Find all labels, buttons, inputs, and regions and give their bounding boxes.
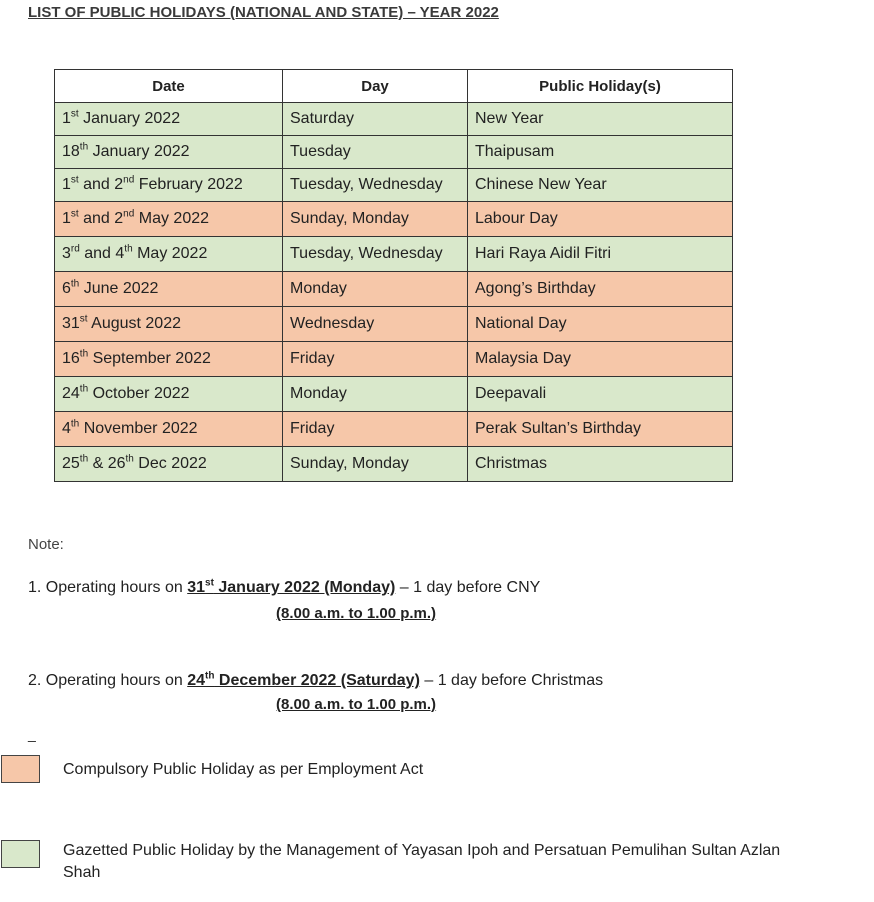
table-row [55,342,733,377]
cell-date: 6th June 2022 [55,272,283,307]
cell-holiday: National Day [468,307,733,342]
table-header-row [55,70,733,103]
table-row [55,169,733,202]
cell-date: 24th October 2022 [55,377,283,412]
table-row [55,307,733,342]
cell-date: 16th September 2022 [55,342,283,377]
cell-holiday: Labour Day [468,202,733,237]
cell-date: 1st January 2022 [55,103,283,136]
cell-day: Friday [283,342,468,377]
table-row [55,202,733,237]
cell-holiday: Christmas [468,447,733,482]
note-2-prefix: 2. Operating hours on [28,672,188,689]
cell-day: Tuesday, Wednesday [283,237,468,272]
note-1 [28,579,540,597]
column-header-date: Date [55,70,283,103]
table-row [55,377,733,412]
legend-orange-swatch [1,755,40,783]
cell-day: Sunday, Monday [283,447,468,482]
note-1-prefix: 1. Operating hours on [28,579,188,596]
note-2-date: 24th December 2022 (Saturday) [187,670,420,689]
cell-date: 1st and 2nd May 2022 [55,202,283,237]
legend-orange-text: Compulsory Public Holiday as per Employment Act [63,761,424,778]
holiday-table [54,69,733,482]
cell-holiday: Thaipusam [468,136,733,169]
cell-day: Friday [283,412,468,447]
cell-date: 31st August 2022 [55,307,283,342]
table-row [55,136,733,169]
table-row [55,447,733,482]
cell-day: Sunday, Monday [283,202,468,237]
cell-day: Wednesday [283,307,468,342]
table-row [55,103,733,136]
cell-holiday: Hari Raya Aidil Fitri [468,237,733,272]
document-title: LIST OF PUBLIC HOLIDAYS (NATIONAL AND STATE) – YEAR 2022 [28,4,499,21]
cell-date: 18th January 2022 [55,136,283,169]
cell-day: Tuesday, Wednesday [283,169,468,202]
note-1-suffix: – 1 day before CNY [395,579,541,596]
cell-holiday: Perak Sultan’s Birthday [468,412,733,447]
cell-holiday: Deepavali [468,377,733,412]
cell-holiday: Chinese New Year [468,169,733,202]
column-header-day: Day [283,70,468,103]
table-row [55,237,733,272]
cell-day: Saturday [283,103,468,136]
cell-date: 4th November 2022 [55,412,283,447]
column-header-holiday: Public Holiday(s) [468,70,733,103]
note-2-suffix: – 1 day before Christmas [419,672,604,689]
cell-date: 25th & 26th Dec 2022 [55,447,283,482]
cell-day: Monday [283,377,468,412]
cell-holiday: Malaysia Day [468,342,733,377]
cell-day: Monday [283,272,468,307]
note-1-date: 31st January 2022 (Monday) [187,577,396,596]
cell-date: 1st and 2nd February 2022 [55,169,283,202]
note-1-hours: (8.00 a.m. to 1.00 p.m.) [276,605,437,622]
legend-green-text: Gazetted Public Holiday by the Management of Yayasan Ipoh and Persatuan Pemulihan Sultan Azlan Shah [63,842,781,881]
note-2-hours: (8.00 a.m. to 1.00 p.m.) [276,696,437,713]
legend-green-swatch [1,840,40,868]
note-2 [28,672,603,690]
table-row [55,412,733,447]
table-row [55,272,733,307]
cell-date: 3rd and 4th May 2022 [55,237,283,272]
cell-holiday: Agong’s Birthday [468,272,733,307]
cell-holiday: New Year [468,103,733,136]
separator-mark: _ [28,726,36,742]
cell-day: Tuesday [283,136,468,169]
note-label: Note: [28,536,64,553]
